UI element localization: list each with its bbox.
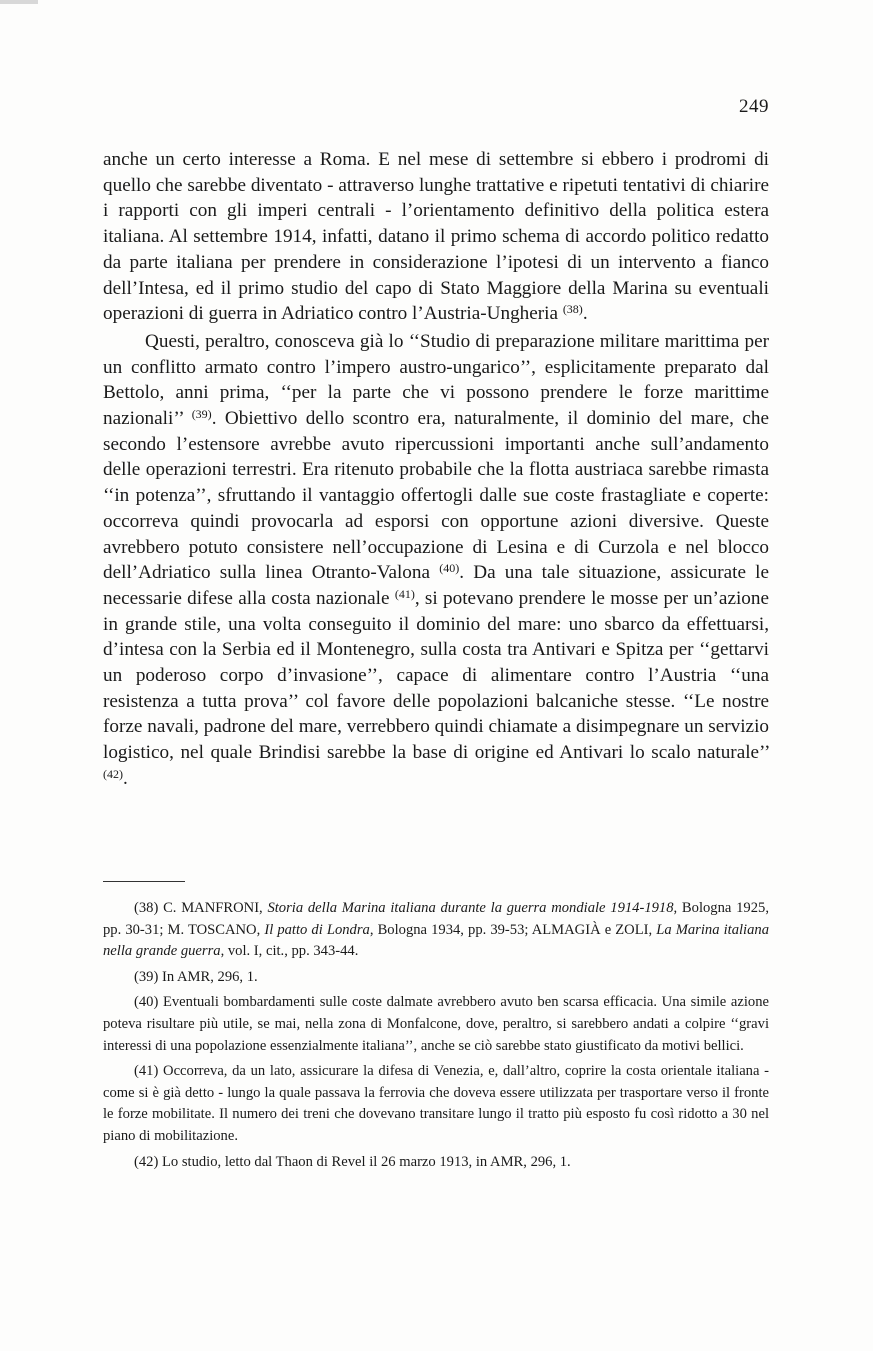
footnote-ref-39[interactable]: (39) bbox=[191, 407, 212, 422]
footnote-38-text-d: , vol. I, cit., pp. 343-44. bbox=[220, 943, 359, 960]
footnote-separator bbox=[103, 881, 185, 882]
footnote-38-title-2: Il patto di Londra bbox=[264, 921, 370, 938]
footnote-38 bbox=[103, 898, 769, 963]
footnote-41-number: (41) bbox=[134, 1063, 159, 1080]
footnote-41 bbox=[103, 1061, 769, 1147]
footnotes bbox=[103, 898, 769, 1177]
footnote-38-number: (38) bbox=[134, 900, 159, 916]
footnote-38-text-b: , Bologna 1925, pp. 30-31; M. TOSCANO, bbox=[103, 900, 769, 938]
footnote-39 bbox=[103, 967, 769, 989]
body-text bbox=[103, 147, 769, 792]
paragraph-2 bbox=[103, 329, 769, 792]
footnote-ref-42[interactable]: (42) bbox=[103, 766, 123, 781]
footnote-38-title-3: La Marina italiana nella grande guerra bbox=[103, 921, 769, 960]
paragraph-1-end: . bbox=[582, 303, 588, 325]
footnote-39-number: (39) bbox=[134, 968, 159, 985]
footnote-39-text: In AMR, 296, 1. bbox=[161, 968, 258, 985]
paragraph-1-text: anche un certo interesse a Roma. E nel mese di settembre si ebbero i prodromi di quello che sarebbe diventato - attraverso lunghe trattative e ripetuti tentativi di chiarire i rapporti con gli imperi centrali - l’orientamento definitivo della politica estera italiana. Al settembre 1914, infatti, datano il primo schema di accordo politico redatto da parte italiana per prendere in considerazione l’ipotesi di un intervento a fianco dell’Intesa, ed il primo studio del capo di Stato Maggiore della Marina su eventuali operazioni di guerra in Adriatico contro l’Austria-Ungheria bbox=[103, 149, 769, 325]
footnote-42 bbox=[103, 1152, 769, 1174]
footnote-38-text-a: C. MANFRONI, bbox=[163, 900, 263, 916]
paragraph-2-part3: . Da una tale situazione, assicurate le necessarie difese alla costa nazionale bbox=[103, 562, 770, 609]
footnote-42-text: Lo studio, letto dal Thaon di Revel il 26 marzo 1913, in AMR, 296, 1. bbox=[161, 1153, 571, 1170]
footnote-40-number: (40) bbox=[134, 994, 159, 1011]
footnote-ref-41[interactable]: (41) bbox=[394, 586, 415, 601]
paragraph-2-part2: . Obiettivo dello scontro era, naturalmente, il dominio del mare, che secondo l’estensore avrebbe avuto ripercussioni importanti anche sull’andamento delle operazioni terrestri. Era ritenuto probabile che la flotta austriaca sarebbe rimasta ‘‘in potenza’’, sfruttando il vantaggio offertogli dalle sue coste frastagliate e coperte: occorreva quindi provocarla ad esporsi con opportune azioni diversive. Queste avrebbero potuto consistere nell’occupazione di Lesina e di Curzola e nel blocco dell’Adriatico sulla linea Otranto-Valona bbox=[103, 408, 769, 584]
footnote-ref-38[interactable]: (38) bbox=[562, 302, 583, 317]
paragraph-2-part4: , si potevano prendere le mosse per un’azione in grande stile, una volta conseguito il dominio del mare: uno sbarco da effettuarsi, d’intesa con la Serbia ed il Montenegro, sulla costa tra Antivari e Spitza per ‘‘gettarvi un poderoso corpo d’invasione’’, capace di alimentare contro l’Austria ‘‘una resistenza a tutta prova’’ col favore delle popolazioni balcaniche stesse. ‘‘Le nostre forze navali, padrone del mare, verrebbero quindi chiamate a disimpegnare un servizio logistico, nel quale Brindisi sarebbe la base di origine ed Antivari lo scalo naturale’’ bbox=[103, 587, 769, 764]
page-number: 249 bbox=[739, 96, 769, 117]
footnote-42-number: (42) bbox=[134, 1153, 159, 1170]
footnote-41-text: Occorreva, da un lato, assicurare la difesa di Venezia, e, dall’altro, coprire la costa orientale italiana - come si è già detto - lungo la quale passava la ferrovia che doveva essere utilizzata per trasportare verso il fronte le forze mobilitate. Il numero dei treni che dovevano transitare lungo il tratto più esposto fu così ridotto a 30 nel piano di mobilitazione. bbox=[103, 1063, 770, 1144]
paragraph-2-part1: Questi, peraltro, conosceva già lo ‘‘Studio di preparazione militare marittima per un conflitto armato contro l’impero austro-ungarico’’, esplicitamente preparato dal Bettolo, anni prima, ‘‘per la parte che vi possono prendere le forze marittime nazionali’’ bbox=[103, 330, 769, 430]
footnote-38-title-1: Storia della Marina italiana durante la guerra mondiale 1914-1918 bbox=[267, 900, 674, 916]
footnote-40-text: Eventuali bombardamenti sulle coste dalmate avrebbero avuto ben scarsa efficacia. Una simile azione poteva risultare più utile, se mai, nella zona di Monfalcone, dove, peraltro, si sarebbero andati a colpire ‘‘gravi interessi di una popolazione essenzialmente italiana’’, anche se ciò sarebbe stato giustificato da motivi bellici. bbox=[103, 994, 769, 1054]
footnote-40 bbox=[103, 992, 769, 1057]
footnote-ref-40[interactable]: (40) bbox=[439, 561, 460, 576]
paragraph-2-end: . bbox=[123, 767, 128, 789]
paragraph-1 bbox=[103, 147, 769, 327]
footnote-38-text-c: , Bologna 1934, pp. 39-53; ALMAGIÀ e ZOLI, bbox=[369, 921, 653, 938]
scan-corner-mark bbox=[0, 0, 38, 4]
